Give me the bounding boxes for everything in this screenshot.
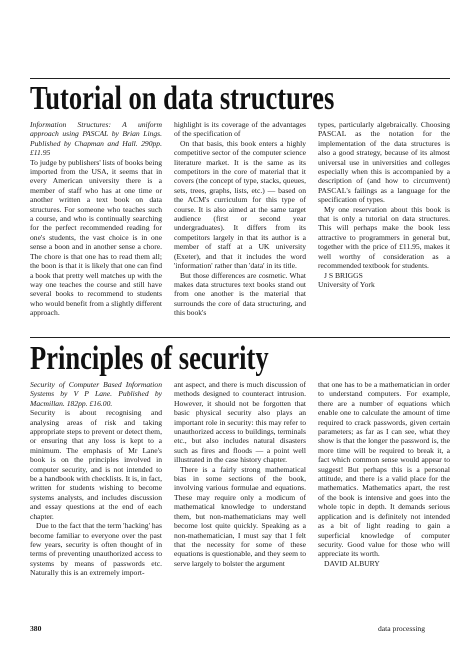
article1-author: J S BRIGGS (324, 270, 363, 280)
article2-body (30, 380, 450, 600)
article1-column-2 (174, 120, 306, 332)
publication-name: data processing (378, 624, 426, 633)
article1-paragraph: But those differences are cosmetic. What makes data structures text books stand out from one another is the material that surrounds the core of data structuring, and this book's (174, 270, 306, 318)
article1-column-3 (318, 120, 450, 332)
article1-title: Tutorial on data structures (30, 80, 335, 117)
article1-paragraph: types, particularly algebraically. Choosing PASCAL as the notation for the implementation of the data structures is also a good strategy, because of its almost universal use in universities and colleges especially when this is accompanied by a description of (and how to circumvent) PASCAL's failings as a language for the specification of types. (318, 120, 450, 205)
page-number: 380 (30, 624, 42, 633)
section-rule (30, 337, 450, 338)
article1-body (30, 120, 450, 332)
article1-paragraph: On that basis, this book enters a highly competitive sector of the computer science literature market. It is the same as its competitors in the core of material that it covers (the concept of type, stacks, queues, sets, trees, graphs, lists, etc.) — based on the ACM's curriculum for this type of course. It is also aimed at the same target audience (first or second year undergraduates). It differs from its competitors largely in that its author is a member of staff at a UK university (Exeter), and that it includes the word 'information' rather than 'data' in its title. (174, 138, 306, 271)
article1-paragraph: My one reservation about this book is that is only a tutorial on data structures. This will perhaps make the book less attractive to programmers in general but, together with the price of £11.95, makes it well worthy of consideration as a recommended textbook for students. (318, 204, 450, 271)
article2-author: DAVID ALBURY (324, 558, 380, 568)
article1-affiliation: University of York (318, 279, 375, 289)
article2-paragraph: There is a fairly strong mathematical bias in some sections of the book, involving various formulae and equations. These may require only a modicum of mathematical knowledge to understand them, but non-mathematicians may well become lost quite quickly. Speaking as a non-mathematician, I must say that I felt that the necessity for some of these equations is questionable, and they seem to serve largely to bolster the argument (174, 464, 306, 568)
article2-column-2 (174, 380, 306, 600)
article1-book-details: Information Structures: A uniform approach using PASCAL by Brian Lings. Published by Chapman and Hall. 290pp. £11.95 (30, 120, 162, 158)
article2-book-details: Security of Computer Based Information Systems by V P Lane. Published by Macmillan. 182pp. £16.00. (30, 380, 162, 408)
article2-column-3 (318, 380, 450, 600)
article2-paragraph: that one has to be a mathematician in order to understand computers. For example, there are a number of equations which enable one to calculate the amount of time required to crack passwords, given certain parameters; as far as I can see, what they show is that the longer the password is, the more time will be required to break it, a fact which common sense would appear to suggest! But perhaps this is a personal attitude, and there is a valid place for the mathematics. Mathematics apart, the rest of the book is intensive and goes into the whole topic in depth. It demands serious application and is definitely not intended as a bit of light reading to gain a superficial knowledge of computer security. Good value for those who will appreciate its worth. (318, 380, 450, 559)
article2-title: Principles of security (30, 340, 269, 377)
article2-paragraph: Security is about recognising and analysing areas of risk and taking appropriate steps to prevent or detect them, or ensuring that any loss is kept to a minimum. The emphasis of Mr Lane's book is on the principles involved in computer security, and is not intended to be a handbook with checklists. It is, in fact, written for students wishing to become systems analysts, and includes discussion and essay questions at the end of each chapter. (30, 408, 162, 521)
article1-paragraph: To judge by publishers' lists of books being imported from the USA, it seems that in every American university there is a member of staff who has at one time or another written a text book on data structures. For someone who teaches such a course, and who is continually searching for the perfect recommended reading for one's students, the vast choice is in one sense a boon and in another sense a chore. The chore is that one has to read them all; the boon is that it is likely that one can find a book that pretty well matches up with the way one teaches the course and still have several books to recommend to students who would benefit from a slightly different approach. (30, 157, 162, 318)
article1-paragraph: highlight is its coverage of the advantages of the specification of (174, 120, 306, 139)
article2-paragraph: Due to the fact that the term 'hacking' has become familiar to everyone over the past few years, security is often thought of in terms of preventing unauthorized access to systems by means of passwords etc. Naturally this is an extremely import- (30, 521, 162, 578)
article2-paragraph: ant aspect, and there is much discussion of methods designed to counteract intrusion. However, it should not be forgotten that basic physical security also plays an important role in security: this may refer to unauthorized access to buildings, terminals etc., but also includes natural disasters such as fires and floods — a point well illustrated in the case history chapter. (174, 380, 306, 465)
article1-column-1 (30, 120, 162, 332)
top-rule (30, 78, 450, 79)
article2-column-1 (30, 380, 162, 600)
